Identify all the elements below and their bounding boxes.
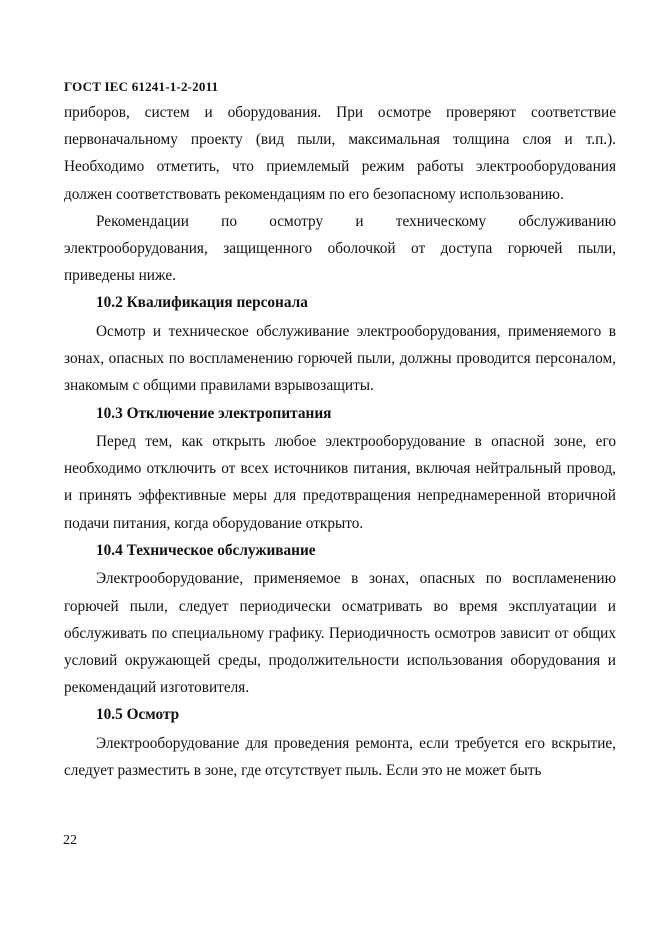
section-heading-10-5: 10.5 Осмотр: [96, 706, 180, 724]
paragraph-personnel: Осмотр и техническое обслуживание электрооборудования, применяемого в зонах, опасных по воспламенению горючей пыли, должны проводится персоналом, знакомым с общими правилами взрывозащиты.: [64, 322, 616, 395]
section-heading-10-2: 10.2 Квалификация персонала: [96, 294, 308, 312]
paragraph-inspection: Электрооборудование для проведения ремонта, если требуется его вскрытие, следует разместить в зоне, где отсутствует пыль. Если это не может быть: [64, 734, 616, 780]
paragraph-power-disconnect: Перед тем, как открыть любое электрооборудование в опасной зоне, его необходимо отключить от всех источников питания, включая нейтральный провод, и принять эффективные меры для предотвращения непреднамеренной вторичной подачи питания, когда оборудование открыто.: [64, 433, 616, 532]
paragraph-continued: приборов, систем и оборудования. При осмотре проверяют соответствие первоначальному проекту (вид пыли, максимальная толщина слоя и т.п.). Необходимо отметить, что приемлемый режим работы электрооборудования должен соответствовать рекомендациям по его безопасному использованию.: [64, 104, 616, 203]
page-number: 22: [63, 833, 77, 848]
paragraph-recommendations: Рекомендации по осмотру и техническому обслуживанию электрооборудования, защищенного оболочкой от доступа горючей пыли, приведены ниже.: [64, 212, 616, 285]
paragraph-maintenance: Электрооборудование, применяемое в зонах, опасных по воспламенению горючей пыли, следует периодически осматривать во время эксплуатации и обслуживать по специальному графику. Периодичность осмотров зависит от общих условий окружающей среды, продолжительности использования оборудования и рекомендаций изготовителя.: [64, 570, 616, 697]
section-heading-10-4: 10.4 Техническое обслуживание: [96, 541, 316, 559]
document-header-code: ГОСТ IEC 61241-1-2-2011: [64, 79, 219, 94]
section-heading-10-3: 10.3 Отключение электропитания: [96, 404, 332, 422]
document-body: [64, 99, 616, 784]
